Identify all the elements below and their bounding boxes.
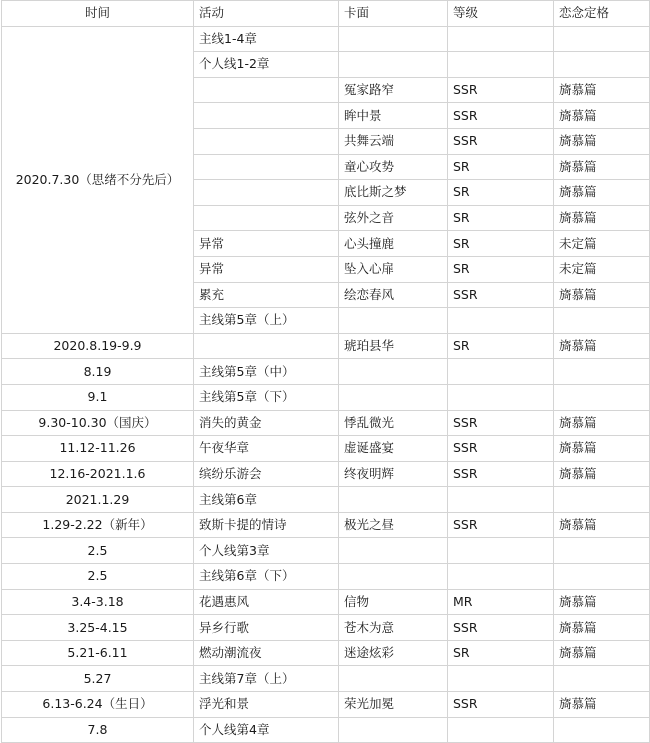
cell-love-frame: 旖慕篇 — [554, 615, 650, 641]
cell-activity — [194, 77, 339, 103]
cell-card: 底比斯之梦 — [339, 180, 448, 206]
table-row — [2, 359, 650, 385]
cell-love-frame: 旖慕篇 — [554, 436, 650, 462]
cell-time: 8.19 — [2, 359, 194, 385]
cell-card: 荣光加冕 — [339, 692, 448, 718]
cell-activity — [194, 180, 339, 206]
table-row — [2, 461, 650, 487]
cell-love-frame: 旖慕篇 — [554, 589, 650, 615]
cell-activity: 主线第6章（下） — [194, 564, 339, 590]
cell-card: 坠入心扉 — [339, 256, 448, 282]
cell-activity: 主线第7章（上） — [194, 666, 339, 692]
cell-card: 终夜明辉 — [339, 461, 448, 487]
cell-activity: 浮光和景 — [194, 692, 339, 718]
cell-love-frame — [554, 717, 650, 743]
cell-level — [448, 564, 554, 590]
cell-card — [339, 26, 448, 52]
cell-activity: 异乡行歌 — [194, 615, 339, 641]
cell-card — [339, 717, 448, 743]
cell-love-frame: 旖慕篇 — [554, 461, 650, 487]
cell-time: 12.16-2021.1.6 — [2, 461, 194, 487]
cell-activity: 花遇惠风 — [194, 589, 339, 615]
cell-love-frame: 旖慕篇 — [554, 282, 650, 308]
cell-activity: 个人线第4章 — [194, 717, 339, 743]
cell-card — [339, 487, 448, 513]
cell-love-frame: 旖慕篇 — [554, 410, 650, 436]
cell-level: SR — [448, 256, 554, 282]
table-row — [2, 692, 650, 718]
cell-card — [339, 666, 448, 692]
cell-time: 5.21-6.11 — [2, 640, 194, 666]
cell-level: SSR — [448, 128, 554, 154]
table-body — [2, 26, 650, 743]
cell-activity — [194, 103, 339, 129]
cell-time: 2020.7.30（思绪不分先后） — [2, 26, 194, 333]
cell-love-frame — [554, 666, 650, 692]
cell-love-frame: 未定篇 — [554, 231, 650, 257]
cell-love-frame — [554, 52, 650, 78]
cell-level — [448, 538, 554, 564]
cell-love-frame: 旖慕篇 — [554, 205, 650, 231]
cell-level: SSR — [448, 461, 554, 487]
table-row — [2, 666, 650, 692]
cell-activity — [194, 205, 339, 231]
cell-card: 心头撞鹿 — [339, 231, 448, 257]
cell-level: SSR — [448, 436, 554, 462]
cell-time: 9.30-10.30（国庆） — [2, 410, 194, 436]
cell-card: 冤家路窄 — [339, 77, 448, 103]
header-activity: 活动 — [194, 1, 339, 27]
cell-time: 5.27 — [2, 666, 194, 692]
cell-love-frame — [554, 487, 650, 513]
cell-activity: 燃动潮流夜 — [194, 640, 339, 666]
cell-activity: 主线1-4章 — [194, 26, 339, 52]
cell-level: SSR — [448, 77, 554, 103]
cell-level: SSR — [448, 512, 554, 538]
header-card: 卡面 — [339, 1, 448, 27]
cell-level: SSR — [448, 692, 554, 718]
cell-activity: 午夜华章 — [194, 436, 339, 462]
cell-activity — [194, 154, 339, 180]
cell-love-frame: 旖慕篇 — [554, 180, 650, 206]
cell-level: SR — [448, 640, 554, 666]
table-row — [2, 717, 650, 743]
cell-level — [448, 666, 554, 692]
cell-card: 弦外之音 — [339, 205, 448, 231]
table-row — [2, 538, 650, 564]
cell-love-frame: 旖慕篇 — [554, 692, 650, 718]
cell-love-frame: 旖慕篇 — [554, 77, 650, 103]
cell-love-frame — [554, 26, 650, 52]
cell-level: SR — [448, 154, 554, 180]
cell-card: 童心攻势 — [339, 154, 448, 180]
cell-card: 极光之昼 — [339, 512, 448, 538]
cell-level: SSR — [448, 615, 554, 641]
cell-time: 7.8 — [2, 717, 194, 743]
cell-card — [339, 359, 448, 385]
cell-level: SSR — [448, 282, 554, 308]
cell-card: 信物 — [339, 589, 448, 615]
cell-activity: 个人线1-2章 — [194, 52, 339, 78]
header-row — [2, 1, 650, 27]
cell-time: 2.5 — [2, 564, 194, 590]
cell-card — [339, 538, 448, 564]
cell-level — [448, 308, 554, 334]
cell-love-frame: 旖慕篇 — [554, 333, 650, 359]
cell-love-frame: 旖慕篇 — [554, 128, 650, 154]
cell-level: SR — [448, 333, 554, 359]
cell-time: 2021.1.29 — [2, 487, 194, 513]
cell-activity: 主线第5章（上） — [194, 308, 339, 334]
cell-card — [339, 308, 448, 334]
cell-love-frame — [554, 538, 650, 564]
cell-level — [448, 359, 554, 385]
cell-activity: 缤纷乐游会 — [194, 461, 339, 487]
cell-level — [448, 487, 554, 513]
header-time: 时间 — [2, 1, 194, 27]
cell-level: SSR — [448, 410, 554, 436]
cell-activity: 致斯卡提的情诗 — [194, 512, 339, 538]
cell-card: 共舞云端 — [339, 128, 448, 154]
table-row — [2, 487, 650, 513]
cell-level — [448, 717, 554, 743]
cell-time: 11.12-11.26 — [2, 436, 194, 462]
table-row — [2, 436, 650, 462]
table-header — [2, 1, 650, 27]
cell-activity: 主线第5章（下） — [194, 384, 339, 410]
cell-love-frame: 旖慕篇 — [554, 154, 650, 180]
cell-time: 6.13-6.24（生日） — [2, 692, 194, 718]
cell-level: SSR — [448, 103, 554, 129]
cell-level: SR — [448, 205, 554, 231]
table-row — [2, 384, 650, 410]
cell-card — [339, 564, 448, 590]
cell-activity: 消失的黄金 — [194, 410, 339, 436]
cell-love-frame: 旖慕篇 — [554, 103, 650, 129]
cell-time: 2020.8.19-9.9 — [2, 333, 194, 359]
cell-level: SR — [448, 231, 554, 257]
table-row — [2, 410, 650, 436]
cell-time: 3.4-3.18 — [2, 589, 194, 615]
cell-love-frame — [554, 308, 650, 334]
cell-activity — [194, 333, 339, 359]
table-row — [2, 333, 650, 359]
cell-card: 悸乱微光 — [339, 410, 448, 436]
cell-card: 琥珀县华 — [339, 333, 448, 359]
cell-activity: 主线第5章（中） — [194, 359, 339, 385]
cell-love-frame: 旖慕篇 — [554, 640, 650, 666]
cell-time: 3.25-4.15 — [2, 615, 194, 641]
cell-level — [448, 26, 554, 52]
cell-love-frame — [554, 384, 650, 410]
cell-activity: 主线第6章 — [194, 487, 339, 513]
cell-level — [448, 52, 554, 78]
cell-love-frame: 未定篇 — [554, 256, 650, 282]
table-row — [2, 640, 650, 666]
cell-card: 绘恋春风 — [339, 282, 448, 308]
cell-time: 2.5 — [2, 538, 194, 564]
cell-card — [339, 52, 448, 78]
header-love-frame: 恋念定格 — [554, 1, 650, 27]
cell-activity: 累充 — [194, 282, 339, 308]
cell-activity: 异常 — [194, 231, 339, 257]
cell-level: MR — [448, 589, 554, 615]
table-row — [2, 26, 650, 52]
table-row — [2, 589, 650, 615]
table-row — [2, 512, 650, 538]
table-row — [2, 564, 650, 590]
cell-card: 苍木为意 — [339, 615, 448, 641]
cell-card: 迷途炫彩 — [339, 640, 448, 666]
table-row — [2, 615, 650, 641]
cell-card — [339, 384, 448, 410]
cell-level — [448, 384, 554, 410]
header-level: 等级 — [448, 1, 554, 27]
cell-love-frame — [554, 359, 650, 385]
cell-activity: 个人线第3章 — [194, 538, 339, 564]
schedule-table — [1, 0, 650, 743]
cell-activity: 异常 — [194, 256, 339, 282]
cell-activity — [194, 128, 339, 154]
cell-time: 9.1 — [2, 384, 194, 410]
cell-love-frame: 旖慕篇 — [554, 512, 650, 538]
cell-level: SR — [448, 180, 554, 206]
cell-card: 虚诞盛宴 — [339, 436, 448, 462]
cell-time: 1.29-2.22（新年） — [2, 512, 194, 538]
cell-love-frame — [554, 564, 650, 590]
cell-card: 眸中景 — [339, 103, 448, 129]
